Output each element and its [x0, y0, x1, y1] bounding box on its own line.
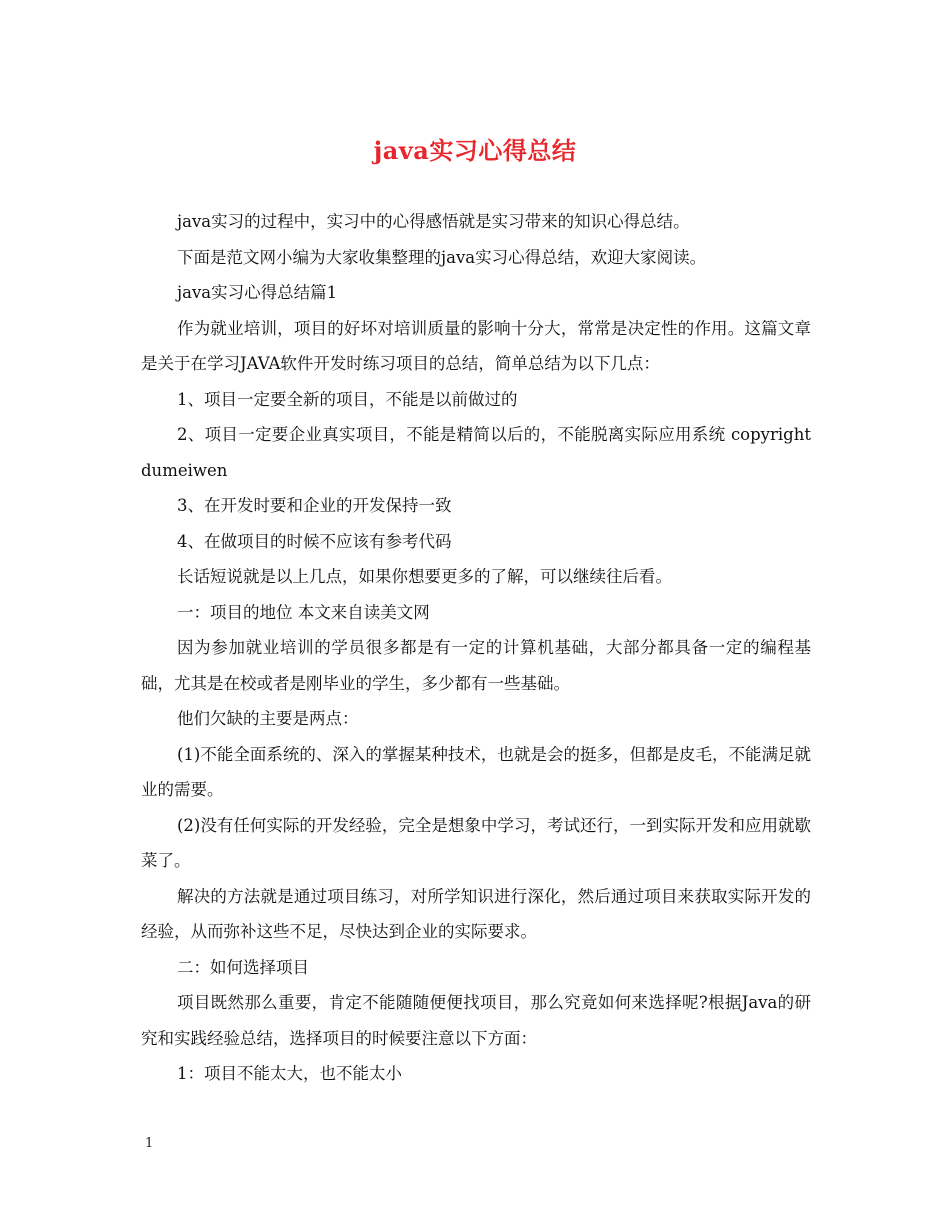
paragraph: 项目既然那么重要，肯定不能随随便便找项目，那么究竟如何来选择呢?根据Java的研究和实践经验总结，选择项目的时候要注意以下方面：: [141, 993, 811, 1048]
list-item: 1：项目不能太大，也不能太小: [177, 1064, 402, 1083]
section-heading: 一：项目的地位 本文来自读美文网: [177, 602, 430, 622]
paragraph: 他们欠缺的主要是两点：: [177, 709, 359, 728]
document-body: [141, 204, 811, 1092]
paragraph: 因为参加就业培训的学员很多都是有一定的计算机基础，大部分都具备一定的编程基础，尤其是在校或者是刚毕业的学生，多少都有一些基础。: [141, 638, 811, 693]
list-item: (1)不能全面系统的、深入的掌握某种技术，也就是会的挺多，但都是皮毛，不能满足就业的需要。: [141, 744, 811, 799]
list-item: 4、在做项目的时候不应该有参考代码: [177, 531, 452, 551]
paragraph: java实习的过程中，实习中的心得感悟就是实习带来的知识心得总结。: [177, 212, 690, 231]
list-item: 3、在开发时要和企业的开发保持一致: [177, 496, 452, 515]
page-number: 1: [145, 1136, 154, 1151]
list-item: 1、项目一定要全新的项目，不能是以前做过的: [177, 389, 518, 409]
paragraph: 作为就业培训，项目的好坏对培训质量的影响十分大，常常是决定性的作用。这篇文章是关于在学习JAVA软件开发时练习项目的总结，简单总结为以下几点：: [141, 318, 811, 373]
paragraph: 解决的方法就是通过项目练习，对所学知识进行深化，然后通过项目来获取实际开发的经验，从而弥补这些不足，尽快达到企业的实际要求。: [141, 886, 811, 941]
paragraph: 长话短说就是以上几点，如果你想要更多的了解，可以继续往后看。: [177, 567, 672, 586]
section-heading: 二：如何选择项目: [177, 957, 309, 977]
list-item: (2)没有任何实际的开发经验，完全是想象中学习，考试还行，一到实际开发和应用就歇菜了。: [141, 815, 811, 870]
document-title: java实习心得总结: [373, 136, 577, 165]
paragraph: 下面是范文网小编为大家收集整理的java实习心得总结，欢迎大家阅读。: [177, 247, 707, 267]
section-heading: java实习心得总结篇1: [177, 283, 338, 302]
list-item: 2、项目一定要企业真实项目，不能是精简以后的，不能脱离实际应用系统 copyright dumeiwen: [141, 425, 811, 480]
